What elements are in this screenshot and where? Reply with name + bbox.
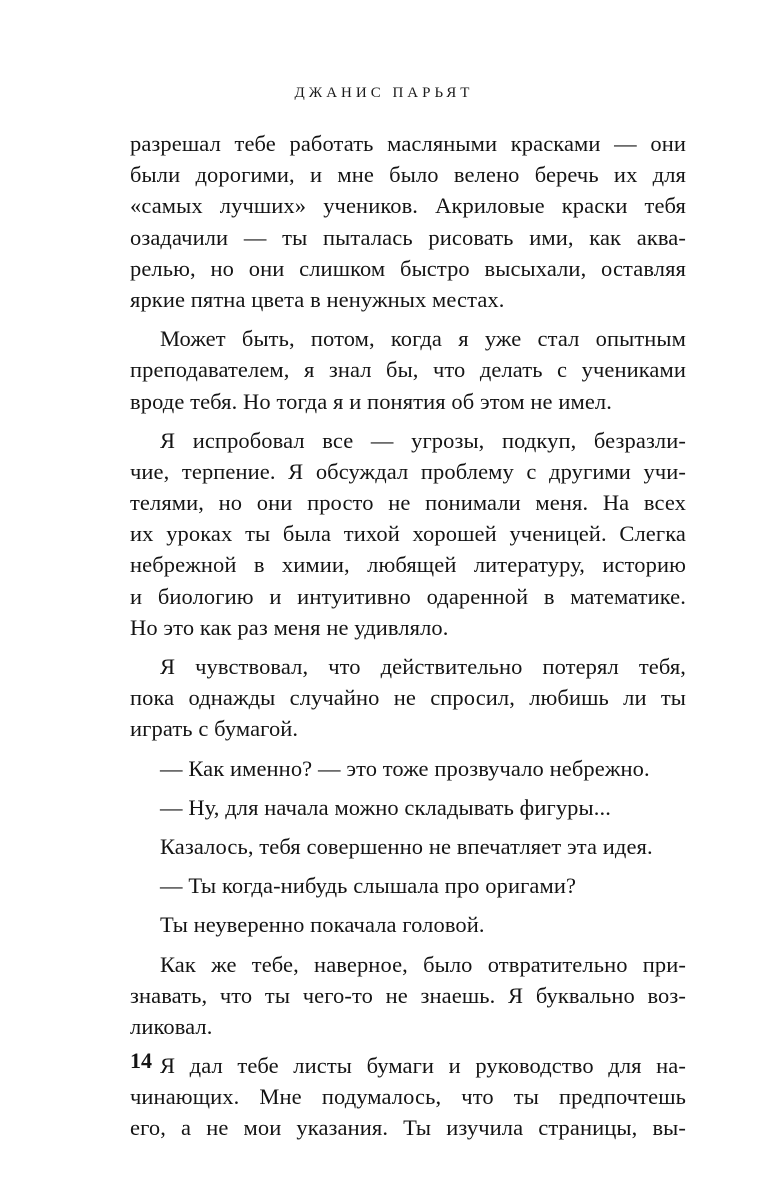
text-line: его, а не мои указания. Ты изучила страницы, вы- [130,1115,686,1141]
paragraph [130,909,686,940]
text-line: чинающих. Мне подумалось, что ты предпочтешь [130,1084,686,1110]
text-line: релью, но они слишком быстро высыхали, оставляя [130,255,686,281]
text-line: вроде тебя. Но тогда я и понятия об этом не имел. [130,388,612,414]
paragraph [130,949,686,1043]
text-line: их уроках ты была тихой хорошей ученицей. Слегка [130,521,686,547]
paragraph [130,1050,686,1144]
text-line: Ты неуверенно покачала головой. [160,912,485,938]
text-line: Но это как раз меня не удивляло. [130,614,449,640]
text-line: — Ты когда-нибудь слышала про оригами? [160,873,577,899]
text-line: знавать, что ты чего-то не знаешь. Я буквально воз- [130,982,686,1008]
text-line: Я дал тебе листы бумаги и руководство для на- [160,1053,686,1079]
text-line: были дорогими, и мне было велено беречь их для [130,162,686,188]
paragraph [130,753,686,784]
text-line: — Ну, для начала можно складывать фигуры... [160,794,611,820]
text-line: и биологию и интуитивно одаренной в математике. [130,583,686,609]
text-line: пока однажды случайно не спросил, любишь ли ты [130,685,686,711]
text-line: Я чувствовал, что действительно потерял тебя, [160,654,686,679]
text-line: Я испробовал все — угрозы, подкуп, безразли- [160,427,686,453]
text-line: озадачили — ты пыталась рисовать ими, как аква- [130,224,686,250]
text-line: играть с бумагой. [130,716,299,742]
text-line: — Как именно? — это тоже прозвучало небрежно. [160,755,650,781]
text-line: телями, но они просто не понимали меня. На всех [130,490,686,516]
paragraph [130,831,686,862]
text-line: Казалось, тебя совершенно не впечатляет эта идея. [160,833,653,859]
running-head: ДЖАНИС ПАРЬЯТ [294,85,474,101]
text-line: Как же тебе, наверное, было отвратительно при- [160,951,686,977]
text-line: «самых лучших» учеников. Акриловые краски тебя [130,193,686,219]
text-line: разрешал тебе работать масляными красками — они [130,131,686,156]
paragraph [130,651,686,745]
body-text [130,128,686,1144]
text-line: Может быть, потом, когда я уже стал опытным [160,326,686,352]
text-line: чие, терпение. Я обсуждал проблему с другими учи- [130,458,686,484]
text-line: яркие пятна цвета в ненужных местах. [130,286,505,312]
paragraph [130,323,686,417]
paragraph [130,425,686,643]
paragraph [130,792,686,823]
paragraph [130,870,686,901]
text-line: преподавателем, я знал бы, что делать с учениками [130,357,686,383]
text-line: ликовал. [130,1013,213,1039]
paragraph [130,128,686,315]
page-number: 14 [130,1048,152,1073]
text-line: небрежной в химии, любящей литературу, историю [130,552,686,578]
